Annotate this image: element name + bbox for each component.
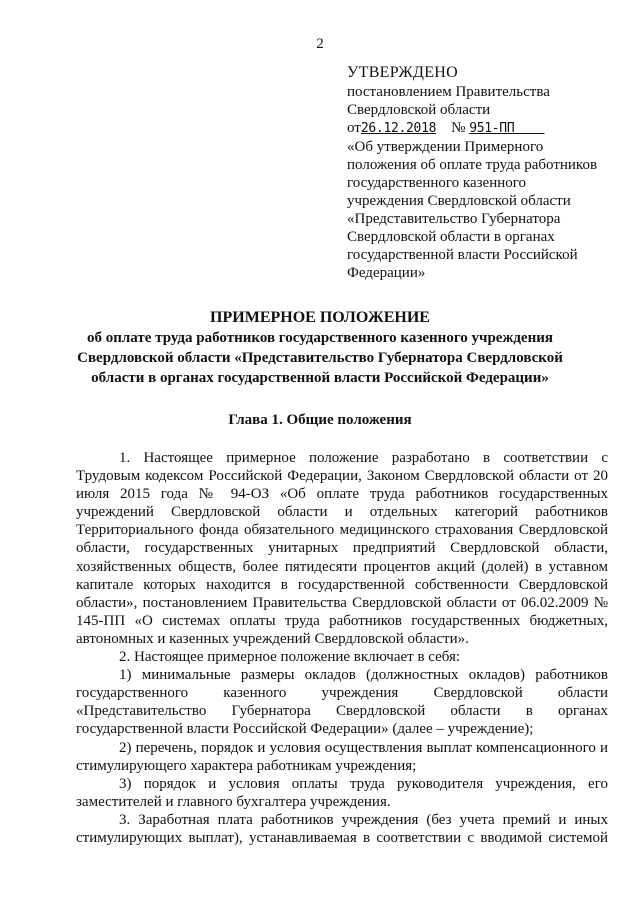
approval-subject-line: положения об оплате труда работников bbox=[347, 157, 598, 173]
approval-line-2: Свердловской области bbox=[347, 102, 491, 118]
number-prefix: № bbox=[451, 120, 466, 136]
approval-line-1: постановлением Правительства bbox=[347, 84, 550, 100]
approval-subject-line: «Об утверждении Примерного bbox=[347, 139, 544, 155]
approval-stamp-block bbox=[347, 64, 617, 282]
chapter-heading: Глава 1. Общие положения bbox=[228, 412, 412, 428]
document-title bbox=[40, 308, 600, 388]
date-prefix: от bbox=[347, 120, 361, 136]
list-item-1: 1) минимальные размеры окладов (должностных окладов) работников государственного казенного учреждения Свердловской области «Представительство Губернатора Свердловской области в органах государственной власти Российской Федерации» (далее – учреждение); bbox=[76, 667, 608, 738]
approval-heading: УТВЕРЖДЕНО bbox=[347, 64, 459, 81]
approval-date-line bbox=[347, 119, 617, 138]
paragraph-1: 1. Настоящее примерное положение разработано в соответствии с Трудовым кодексом Российской Федерации, Законом Свердловской области от 20 июля 2015 года № 94-ОЗ «Об оплате труда работников государственных учреждений Свердловской области и отдельных категорий работников Территориального фонда обязательного медицинского страхования Свердловской области, государственных унитарных предприятий Свердловской области, хозяйственных обществ, более пятидесяти процентов акций (долей) в уставном капитале которых находится в государственной собственности Свердловской области», постановлением Правительства Свердловской области от 06.02.2009 № 145-ПП «О системах оплаты труда работников государственных бюджетных, автономных и казенных учреждений Свердловской области». bbox=[76, 450, 608, 647]
document-body bbox=[76, 449, 608, 847]
title-line-2: об оплате труда работников государственного казенного учреждения bbox=[86, 330, 553, 346]
approval-subject-line: «Представительство Губернатора bbox=[347, 211, 561, 227]
decree-date: 26.12.2018 bbox=[360, 121, 437, 136]
decree-number: 951-ПП bbox=[469, 121, 515, 136]
paragraph-2: 2. Настоящее примерное положение включает в себя: bbox=[119, 649, 461, 666]
paragraph-3: 3. Заработная плата работников учреждения (без учета премий и иных стимулирующих выплат), устанавливаемая в соответствии с вводимой системой bbox=[76, 811, 608, 846]
approval-subject-line: государственного казенного bbox=[347, 175, 527, 191]
title-line-3: Свердловской области «Представительство Губернатора Свердловской bbox=[77, 350, 563, 366]
title-line-4: области в органах государственной власти Российской Федерации» bbox=[91, 370, 549, 386]
approval-subject-line: учреждения Свердловской области bbox=[347, 193, 571, 209]
approval-subject-line: государственной власти Российской bbox=[347, 247, 578, 263]
approval-subject-line: Федерации» bbox=[347, 265, 426, 281]
list-item-3: 3) порядок и условия оплаты труда руководителя учреждения, его заместителей и главного бухгалтера учреждения. bbox=[76, 775, 608, 810]
approval-subject-line: Свердловской области в органах bbox=[347, 229, 555, 245]
title-line-1: ПРИМЕРНОЕ ПОЛОЖЕНИЕ bbox=[210, 309, 430, 326]
list-item-2: 2) перечень, порядок и условия осуществления выплат компенсационного и стимулирующего характера работникам учреждения; bbox=[76, 739, 608, 774]
page-number: 2 bbox=[316, 36, 324, 52]
